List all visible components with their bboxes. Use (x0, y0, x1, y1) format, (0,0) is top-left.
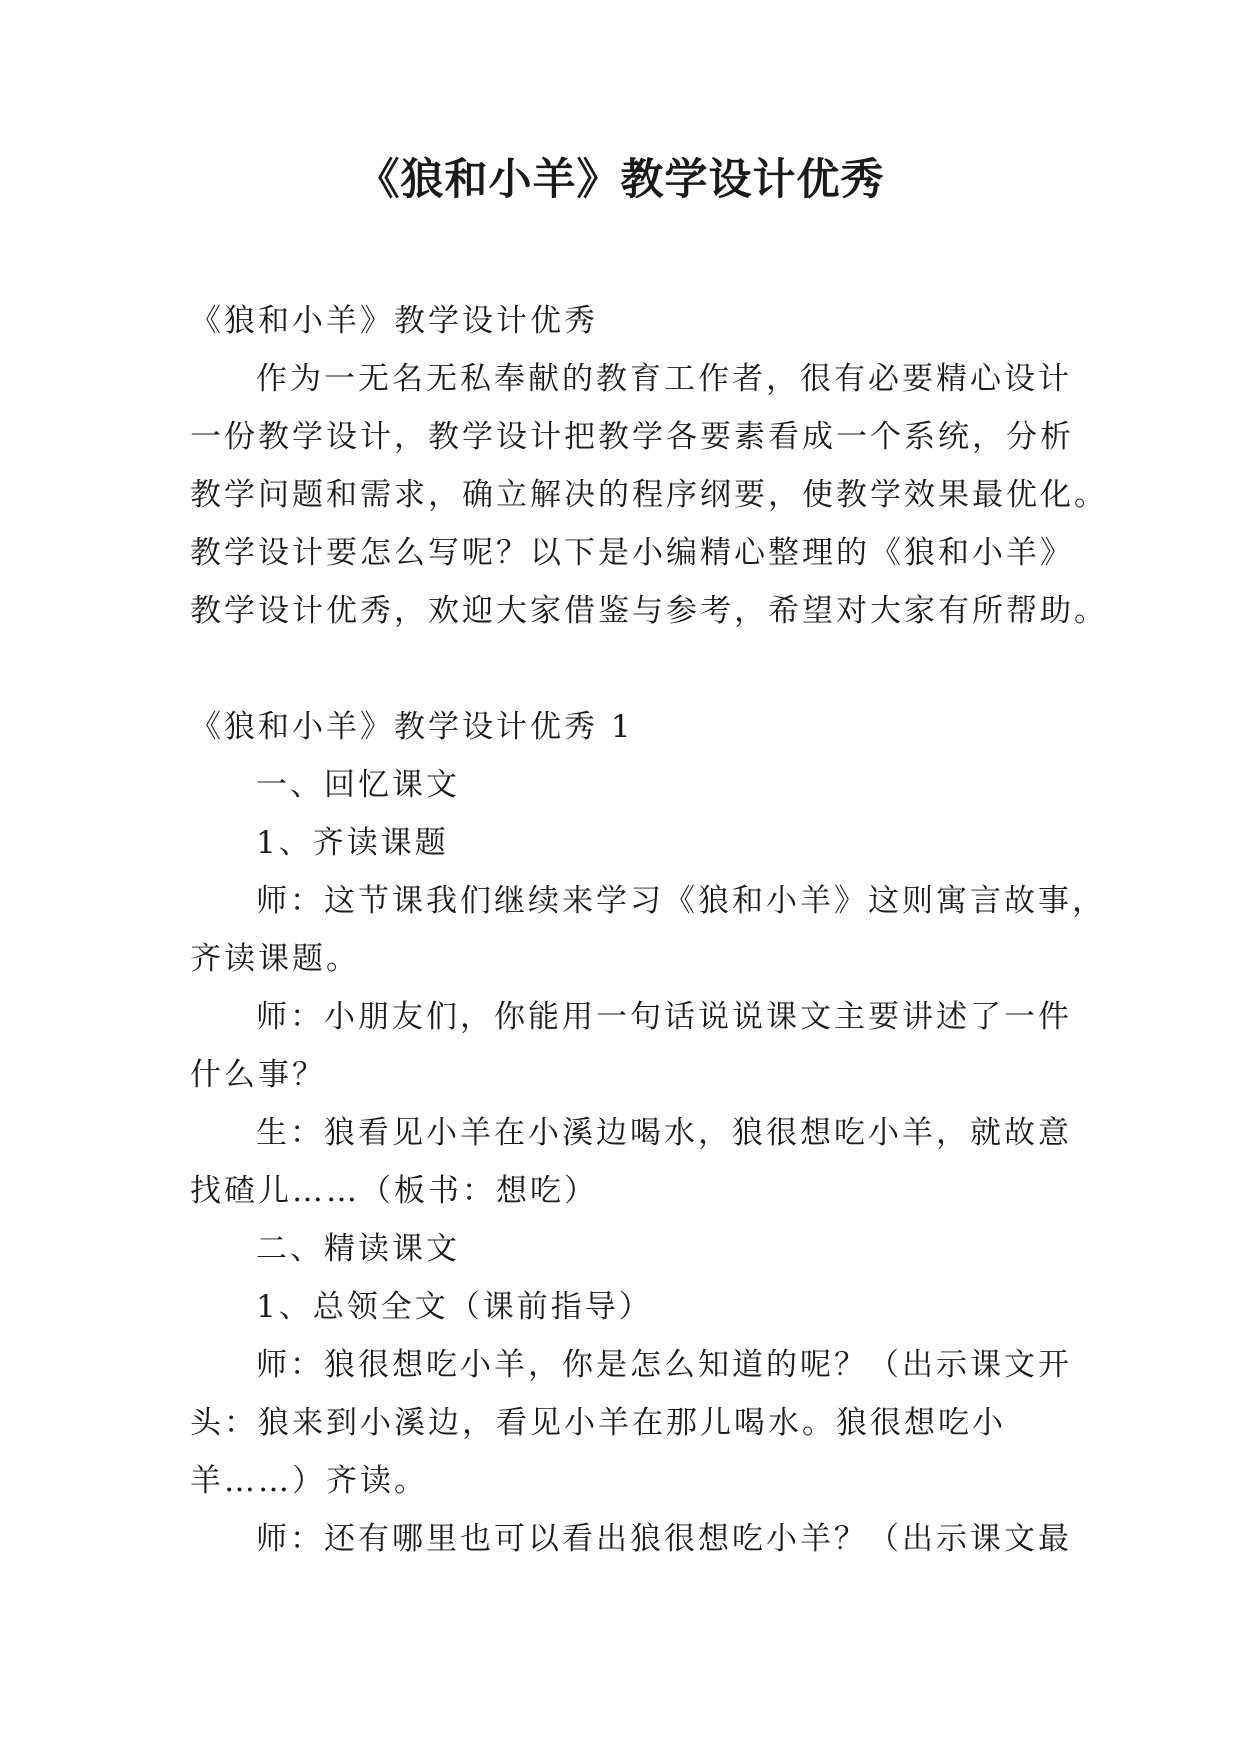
text-line: 教学设计要怎么写呢？以下是小编精心整理的《狼和小羊》 (190, 535, 1074, 571)
text-line: 《狼和小羊》教学设计优秀 1 (190, 709, 634, 745)
text-line: 一、回忆课文 (256, 767, 460, 803)
text-line: 找碴儿……（板书：想吃） (190, 1173, 598, 1209)
text-line: 羊……）齐读。 (190, 1463, 428, 1499)
text-line: 作为一无名无私奉献的教育工作者，很有必要精心设计 (256, 361, 1072, 397)
text-line: 师：狼很想吃小羊，你是怎么知道的呢？（出示课文开 (256, 1347, 1072, 1383)
text-line: 一份教学设计，教学设计把教学各要素看成一个系统，分析 (190, 419, 1074, 455)
document-body (190, 292, 1108, 1568)
text-line: 教学问题和需求，确立解决的程序纲要，使教学效果最优化。 (190, 477, 1108, 513)
text-line: 齐读课题。 (190, 941, 360, 977)
text-line: 头：狼来到小溪边，看见小羊在那儿喝水。狼很想吃小 (190, 1405, 1006, 1441)
document-title: 《狼和小羊》教学设计优秀 (356, 155, 885, 205)
text-line: 1、齐读课题 (256, 825, 449, 861)
text-line: 教学设计优秀，欢迎大家借鉴与参考，希望对大家有所帮助。 (190, 593, 1108, 629)
text-line: 生：狼看见小羊在小溪边喝水，狼很想吃小羊，就故意 (256, 1115, 1072, 1151)
text-line: 《狼和小羊》教学设计优秀 (190, 303, 598, 339)
text-line: 什么事？ (190, 1057, 326, 1093)
text-line: 师：还有哪里也可以看出狼很想吃小羊？（出示课文最 (256, 1521, 1072, 1557)
text-line: 师：小朋友们，你能用一句话说说课文主要讲述了一件 (256, 999, 1072, 1035)
text-line: 二、精读课文 (256, 1231, 460, 1267)
text-line: 师：这节课我们继续来学习《狼和小羊》这则寓言故事， (256, 883, 1106, 919)
text-line: 1、总领全文（课前指导） (256, 1289, 653, 1325)
paragraph-gap (190, 640, 1070, 698)
